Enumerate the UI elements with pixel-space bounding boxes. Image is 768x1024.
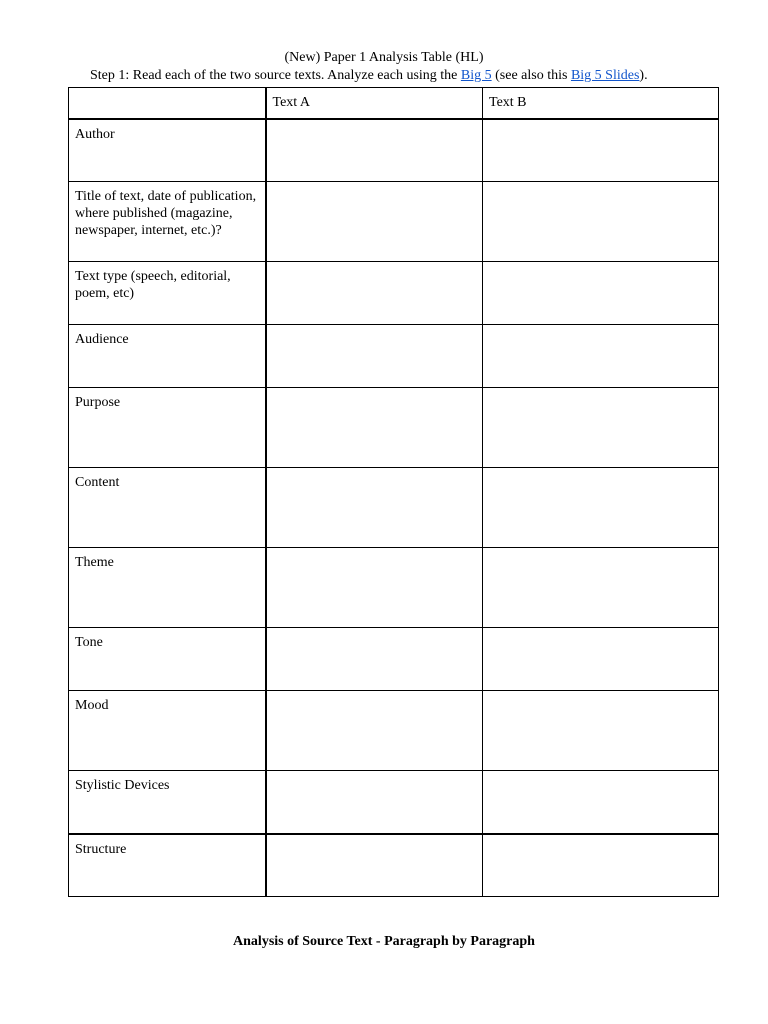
big5-slides-link[interactable]: Big 5 Slides [570,68,640,83]
step-text-suffix: ). [639,68,648,83]
step-text-middle: (see also this [491,68,571,83]
text-a-cell[interactable] [266,262,483,325]
table-row [69,325,719,388]
text-b-cell[interactable] [483,628,719,691]
table-row [69,262,719,325]
table-row [69,691,719,771]
row-label-title-date: Title of text, date of publication, where published (magazine, newspaper, internet, etc.)? [69,182,266,262]
text-b-cell[interactable] [483,834,719,897]
row-label-theme: Theme [69,548,266,628]
big5-link[interactable]: Big 5 [460,68,492,83]
row-label-audience: Audience [69,325,266,388]
header-text-a: Text A [266,88,483,119]
text-a-cell[interactable] [266,468,483,548]
text-a-cell[interactable] [266,628,483,691]
document-title: (New) Paper 1 Analysis Table (HL) [284,50,484,65]
table-row [69,182,719,262]
text-b-cell[interactable] [483,771,719,834]
row-label-mood: Mood [69,691,266,771]
row-label-content: Content [69,468,266,548]
text-a-cell[interactable] [266,548,483,628]
table-row [69,628,719,691]
text-b-cell[interactable] [483,182,719,262]
table-row [69,468,719,548]
step-instructions [90,67,648,85]
text-b-cell[interactable] [483,691,719,771]
text-a-cell[interactable] [266,119,483,182]
header-text-b: Text B [483,88,719,119]
text-a-cell[interactable] [266,325,483,388]
text-a-cell[interactable] [266,691,483,771]
row-label-author: Author [69,119,266,182]
table-row [69,119,719,182]
text-a-cell[interactable] [266,771,483,834]
table-row [69,834,719,897]
row-label-structure: Structure [69,834,266,897]
table-row [69,771,719,834]
text-a-cell[interactable] [266,182,483,262]
table-row [69,548,719,628]
text-a-cell[interactable] [266,834,483,897]
step-text-prefix: Step 1: Read each of the two source texts. Analyze each using the [90,68,461,83]
text-b-cell[interactable] [483,325,719,388]
header-empty-cell [69,88,266,119]
row-label-stylistic-devices: Stylistic Devices [69,771,266,834]
table-header-row [69,88,719,119]
row-label-tone: Tone [69,628,266,691]
text-a-cell[interactable] [266,388,483,468]
text-b-cell[interactable] [483,388,719,468]
section-heading: Analysis of Source Text - Paragraph by Paragraph [233,934,535,949]
table-row [69,388,719,468]
text-b-cell[interactable] [483,548,719,628]
text-b-cell[interactable] [483,262,719,325]
analysis-table [68,87,719,897]
text-b-cell[interactable] [483,468,719,548]
text-b-cell[interactable] [483,119,719,182]
row-label-purpose: Purpose [69,388,266,468]
row-label-text-type: Text type (speech, editorial, poem, etc) [69,262,266,325]
